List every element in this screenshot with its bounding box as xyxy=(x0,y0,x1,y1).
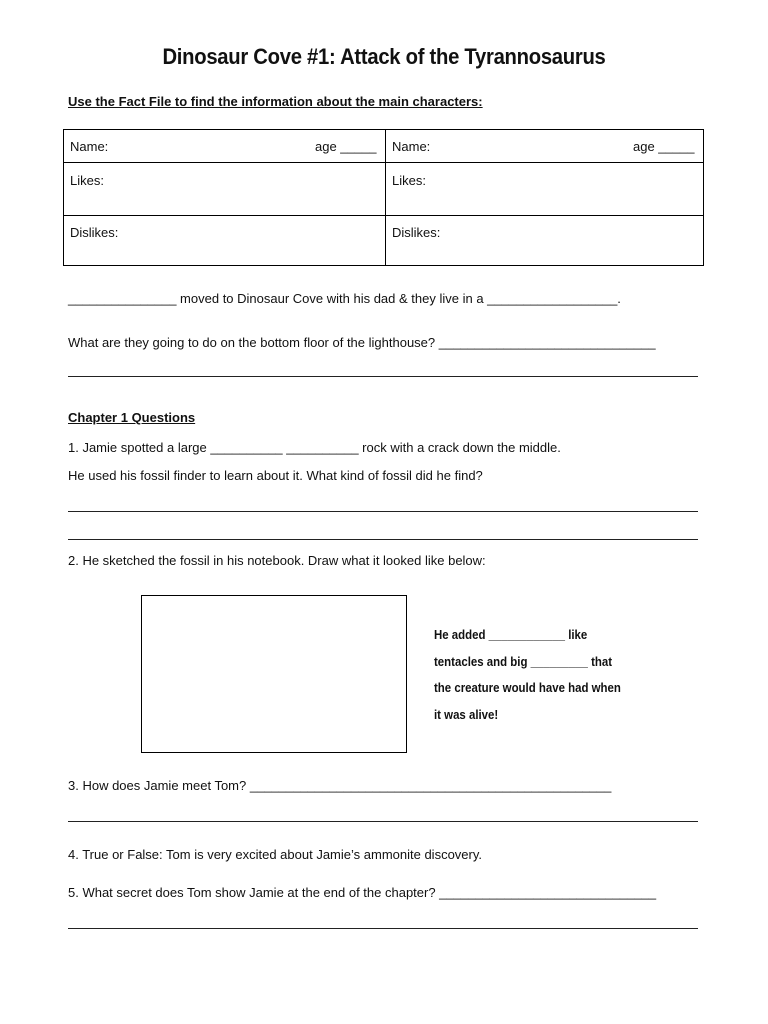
char1-dislikes-label: Dislikes: xyxy=(70,225,119,240)
side-note xyxy=(434,622,621,728)
moved-sentence: _______________ moved to Dinosaur Cove with his dad & they live in a __________________. xyxy=(68,291,621,306)
char2-name-label: Name: xyxy=(392,139,431,154)
side-note-line: He added ____________ like xyxy=(434,627,588,642)
question-1-line-2: He used his fossil finder to learn about it. What kind of fossil did he find? xyxy=(68,468,483,483)
answer-line xyxy=(68,928,698,929)
question-3: 3. How does Jamie meet Tom? __________________________________________________ xyxy=(68,778,612,793)
answer-line xyxy=(68,821,698,822)
table-row-divider xyxy=(64,215,703,216)
side-note-line: the creature would have had when xyxy=(434,680,621,695)
character-table xyxy=(63,129,704,266)
char2-likes-label: Likes: xyxy=(392,173,426,188)
char2-dislikes-label: Dislikes: xyxy=(392,225,441,240)
worksheet-title: Dinosaur Cove #1: Attack of the Tyrannosaurus xyxy=(162,44,606,69)
answer-line xyxy=(68,539,698,540)
char1-likes-label: Likes: xyxy=(70,173,104,188)
question-4: 4. True or False: Tom is very excited about Jamie’s ammonite discovery. xyxy=(68,847,483,862)
chapter-heading: Chapter 1 Questions xyxy=(68,410,196,425)
question-1-line-1: 1. Jamie spotted a large __________ __________ rock with a crack down the middle. xyxy=(68,440,561,455)
char1-name-label: Name: xyxy=(70,139,109,154)
lighthouse-question: What are they going to do on the bottom floor of the lighthouse? ______________________________ xyxy=(68,335,656,350)
instructions: Use the Fact File to find the information about the main characters: xyxy=(68,94,483,109)
table-row-divider xyxy=(64,162,703,163)
question-5: 5. What secret does Tom show Jamie at the end of the chapter? ______________________________ xyxy=(68,885,657,900)
table-divider xyxy=(385,130,386,265)
char1-age-label: age _____ xyxy=(315,139,377,154)
side-note-line: it was alive! xyxy=(434,706,499,722)
side-note-line: tentacles and big _________ that xyxy=(434,653,613,669)
question-2: 2. He sketched the fossil in his notebook. Draw what it looked like below: xyxy=(68,553,486,568)
answer-line xyxy=(68,511,698,512)
answer-line xyxy=(68,376,698,377)
char2-age-label: age _____ xyxy=(633,139,695,154)
drawing-box[interactable] xyxy=(141,595,407,753)
